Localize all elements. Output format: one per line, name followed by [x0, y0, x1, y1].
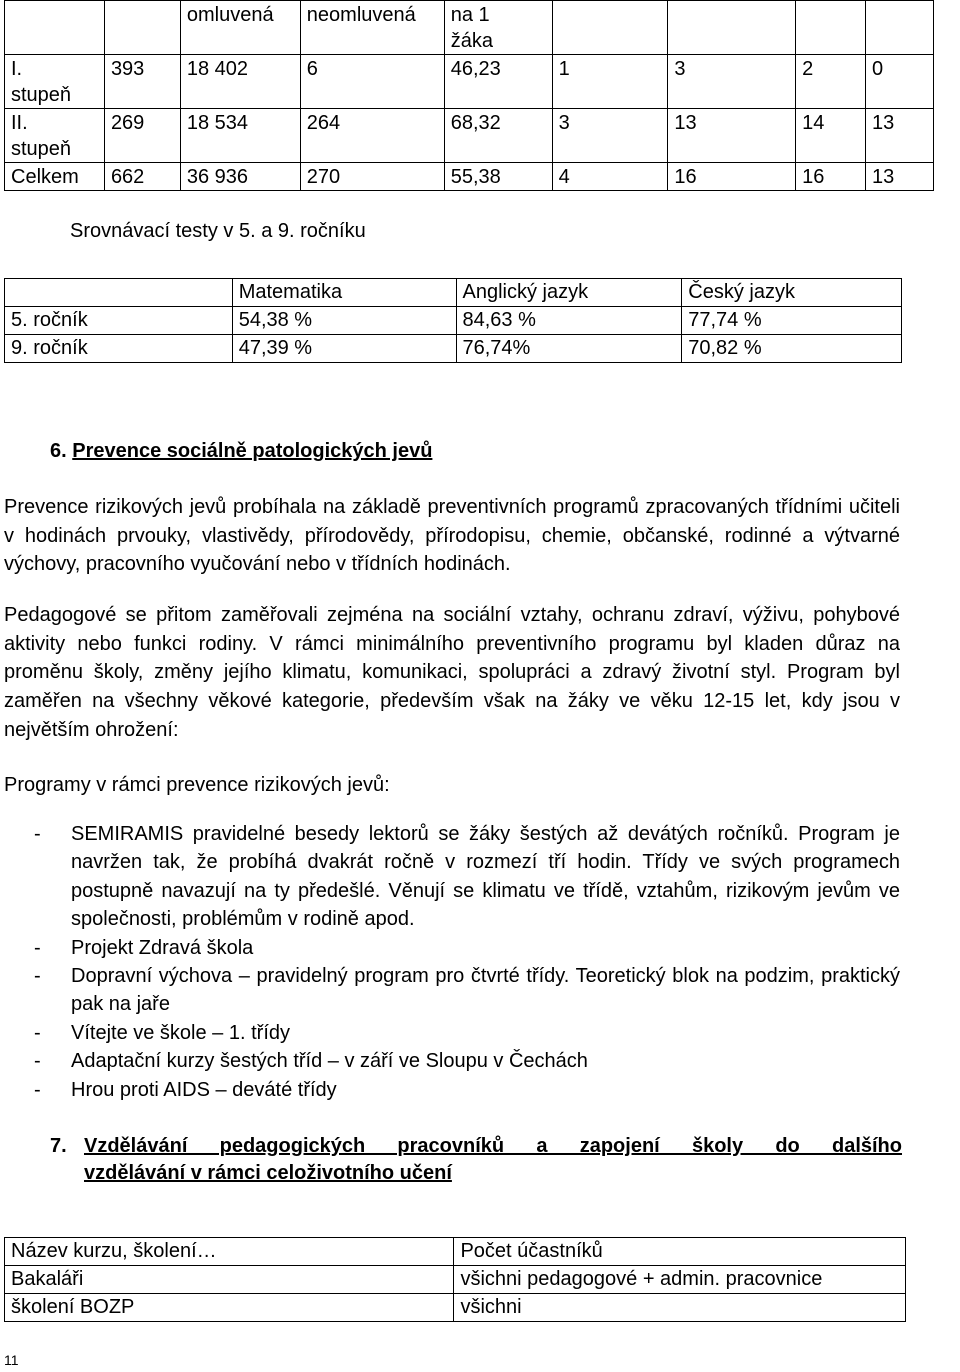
- absence-table-header: [5, 1, 934, 55]
- table-cell: [104, 1, 180, 55]
- table-cell: [552, 1, 668, 55]
- section-title: Prevence sociálně patologických jevů: [72, 440, 433, 462]
- list-marker: -: [34, 1050, 41, 1073]
- table-cell: školení BOZP: [5, 1294, 454, 1322]
- table-cell: omluvená: [180, 1, 300, 55]
- table-row: [5, 1266, 906, 1294]
- list-item-text: Projekt Zdravá škola: [71, 936, 254, 959]
- table-cell: 16: [796, 163, 866, 191]
- table-row: [5, 163, 934, 191]
- section-6-heading: [50, 440, 432, 463]
- paragraph: Pedagogové se přitom zaměřovali zejména na sociální vztahy, ochranu zdraví, výživu, pohybové aktivity nebo funkci rodiny. V rámci minimálního preventivního programu byl kladen důraz na proměnu školy, změny jejího klimatu, komunikaci, spolupráci a zdravý životní styl. Program byl zaměřen na všechny věkové kategorie, především však na žáky ve věku 12-15 let, kdy jsou v největším ohrožení:: [4, 604, 900, 741]
- table-cell: 9. ročník: [5, 335, 233, 363]
- table-row: [5, 335, 902, 363]
- paragraph: Prevence rizikových jevů probíhala na základě preventivních programů zpracovaných třídními učiteli v hodinách prvouky, vlastivědy, přírodovědy, přírodopisu, chemie, občanské, rodinné a výtvarné výchovy, pracovního vyučování nebo v třídních hodinách.: [4, 496, 900, 576]
- list-marker: -: [34, 1078, 41, 1101]
- table-cell: II. stupeň: [5, 109, 105, 163]
- table-cell: 0: [866, 55, 934, 109]
- list-item: [4, 1076, 900, 1104]
- table-cell: 14: [796, 109, 866, 163]
- list-item: [4, 820, 900, 934]
- table-cell: 18 534: [180, 109, 300, 163]
- table-cell: [5, 1, 105, 55]
- programs-list: [4, 820, 900, 1104]
- table-cell: 13: [866, 163, 934, 191]
- list-marker: -: [34, 965, 41, 988]
- list-marker: -: [34, 1021, 41, 1044]
- table-cell: [668, 1, 796, 55]
- list-item-text: Vítejte ve škole – 1. třídy: [71, 1021, 290, 1044]
- table-cell: 54,38 %: [232, 307, 456, 335]
- list-item: [4, 1019, 900, 1047]
- table-cell: 662: [104, 163, 180, 191]
- list-marker: -: [34, 823, 41, 845]
- table-cell: 269: [104, 109, 180, 163]
- tests-table-header: [5, 279, 902, 307]
- tests-heading: Srovnávací testy v 5. a 9. ročníku: [70, 220, 366, 242]
- table-row: [5, 55, 934, 109]
- table-cell: 270: [300, 163, 444, 191]
- table-cell: 47,39 %: [232, 335, 456, 363]
- table-cell: 3: [552, 109, 668, 163]
- table-row: [5, 109, 934, 163]
- section-number: 7.: [50, 1135, 67, 1157]
- section-number: 6.: [50, 440, 67, 462]
- courses-table: [4, 1237, 906, 1322]
- table-cell: [5, 279, 233, 307]
- courses-table-header: [5, 1238, 906, 1266]
- list-item-text: Dopravní výchova – pravidelný program pro čtvrté třídy. Teoretický blok na podzim, praktický pak na jaře: [71, 965, 900, 1016]
- table-cell: 16: [668, 163, 796, 191]
- table-cell: 70,82 %: [682, 335, 902, 363]
- tests-table: [4, 278, 902, 363]
- table-cell: 1: [552, 55, 668, 109]
- table-cell: 84,63 %: [456, 307, 682, 335]
- table-cell: Počet účastníků: [454, 1238, 906, 1266]
- table-cell: 55,38: [444, 163, 552, 191]
- list-item-text: Adaptační kurzy šestých tříd – v září ve Sloupu v Čechách: [71, 1050, 588, 1073]
- page-number: 11: [4, 1352, 19, 1368]
- table-cell: 4: [552, 163, 668, 191]
- absence-table: [4, 0, 934, 191]
- table-cell: 5. ročník: [5, 307, 233, 335]
- table-cell: 68,32: [444, 109, 552, 163]
- table-cell: všichni pedagogové + admin. pracovnice: [454, 1266, 906, 1294]
- list-item-text: SEMIRAMIS pravidelné besedy lektorů se žáky šestých až devátých ročníků. Program je navržen tak, že probíhá dvakrát ročně v rozmezí tří hodin. Třídy ve svých programech postupně navazují na ty předešlé. Věnují se klimatu ve třídě, vztahům, rizikovým jevům ve společnosti, problémům v rodině apod.: [71, 823, 900, 931]
- table-cell: 13: [668, 109, 796, 163]
- table-cell: všichni: [454, 1294, 906, 1322]
- table-cell: 2: [796, 55, 866, 109]
- table-cell: 393: [104, 55, 180, 109]
- table-cell: Název kurzu, školení…: [5, 1238, 454, 1266]
- table-cell: 36 936: [180, 163, 300, 191]
- table-cell: Český jazyk: [682, 279, 902, 307]
- table-cell: I. stupeň: [5, 55, 105, 109]
- table-cell: na 1 žáka: [444, 1, 552, 55]
- table-cell: Anglický jazyk: [456, 279, 682, 307]
- table-row: [5, 1294, 906, 1322]
- table-cell: [796, 1, 866, 55]
- table-cell: 46,23: [444, 55, 552, 109]
- table-cell: [866, 1, 934, 55]
- table-cell: 264: [300, 109, 444, 163]
- table-row: [5, 307, 902, 335]
- list-item: [4, 934, 900, 962]
- table-cell: 77,74 %: [682, 307, 902, 335]
- table-cell: 18 402: [180, 55, 300, 109]
- table-cell: 6: [300, 55, 444, 109]
- table-cell: 76,74%: [456, 335, 682, 363]
- section-7-heading: [50, 1133, 902, 1187]
- table-cell: Celkem: [5, 163, 105, 191]
- list-marker: -: [34, 936, 41, 959]
- table-cell: neomluvená: [300, 1, 444, 55]
- table-cell: 13: [866, 109, 934, 163]
- programs-heading: Programy v rámci prevence rizikových jevů:: [4, 774, 390, 796]
- table-cell: 3: [668, 55, 796, 109]
- list-item: [4, 962, 900, 1019]
- table-cell: Bakaláři: [5, 1266, 454, 1294]
- list-item: [4, 1047, 900, 1075]
- section-title-line-2: vzdělávání v rámci celoživotního učení: [84, 1162, 452, 1184]
- list-item-text: Hrou proti AIDS – deváté třídy: [71, 1078, 337, 1101]
- table-cell: Matematika: [232, 279, 456, 307]
- section-title-line-1: Vzdělávání pedagogických pracovníků a zapojení školy do dalšího: [84, 1135, 902, 1157]
